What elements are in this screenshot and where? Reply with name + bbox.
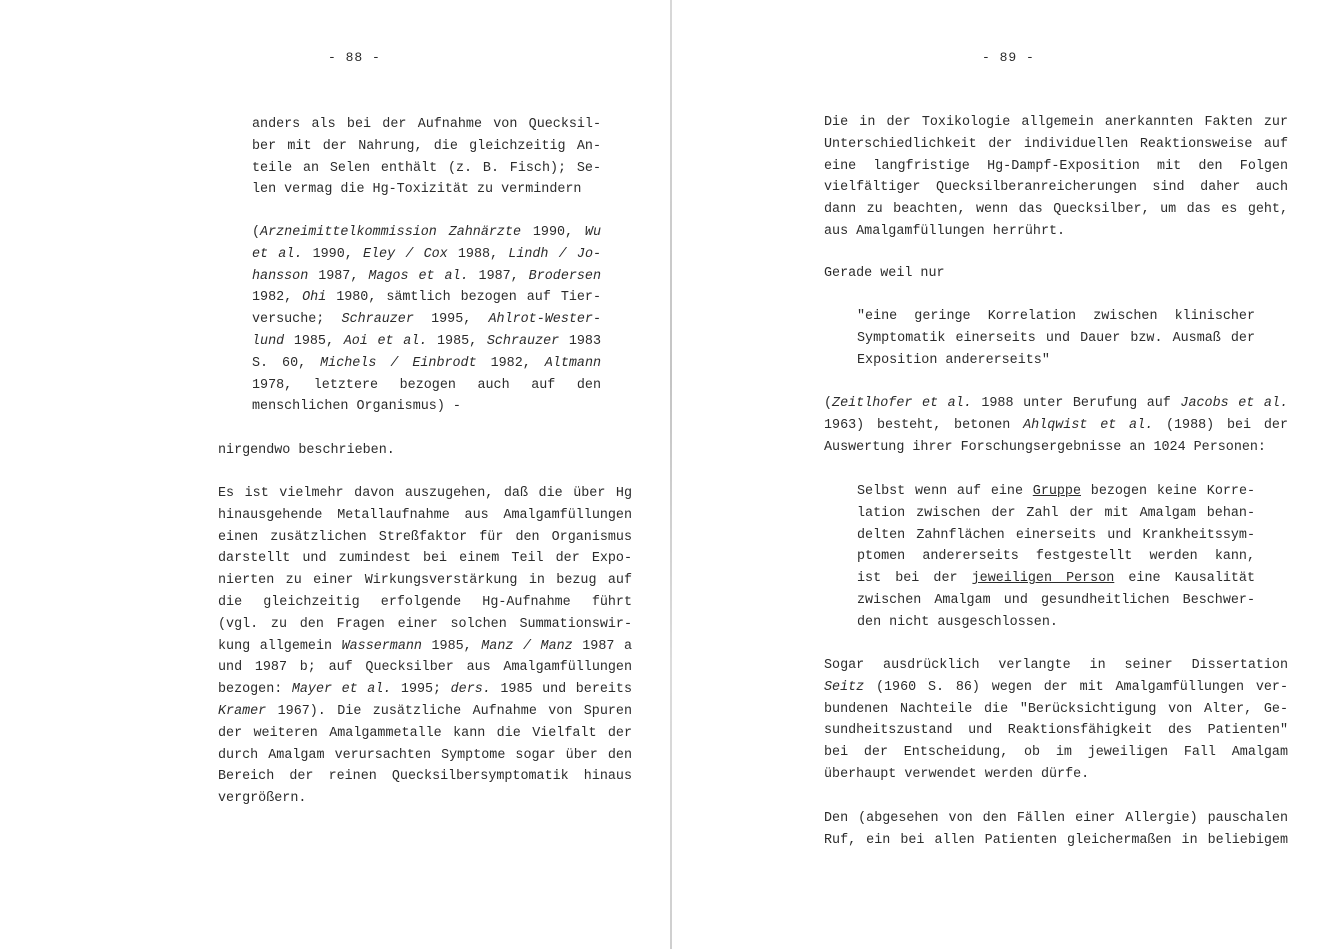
text-line: bei der Entscheidung, ob im jeweiligen Fall Amalgam	[824, 745, 1288, 761]
text-line: S. 60, Michels / Einbrodt 1982, Altmann	[252, 355, 601, 371]
text-line: ptomen andererseits festgestellt werden kann,	[857, 549, 1255, 565]
quote-block-selen	[252, 114, 601, 201]
line-nirgendwo	[218, 440, 632, 462]
text-line: vergrößern.	[218, 791, 307, 807]
text-line: 1982, Ohi 1980, sämtlich bezogen auf Tier-	[252, 290, 601, 306]
text-line: Selbst wenn auf eine Gruppe bezogen keine Korre-	[857, 484, 1255, 499]
text-line: darstellt und zumindest bei einem Teil der Expo-	[218, 551, 632, 567]
text-line: den nicht ausgeschlossen.	[857, 614, 1058, 630]
page-number: - 88 -	[328, 50, 381, 65]
quote-ahlqwist	[857, 481, 1255, 634]
text-line: lund 1985, Aoi et al. 1985, Schrauzer 1983	[252, 333, 601, 349]
text-line: 1963) besteht, betonen Ahlqwist et al. (1988) bei der	[824, 417, 1288, 433]
text-line: nirgendwo beschrieben.	[218, 443, 395, 458]
text-line: Gerade weil nur	[824, 266, 945, 281]
text-line: Den (abgesehen von den Fällen einer Allergie) pauschalen	[824, 811, 1288, 826]
text-line: überhaupt verwendet werden dürfe.	[824, 766, 1090, 782]
text-line: menschlichen Organismus) -	[252, 399, 461, 415]
quote-korrelation	[857, 306, 1255, 371]
text-line: ist bei der jeweiligen Person eine Kausalität	[857, 571, 1255, 587]
text-line: (Zeitlhofer et al. 1988 unter Berufung auf Jacobs et al.	[824, 396, 1288, 411]
text-line: die gleichzeitig erfolgende Hg-Aufnahme führt	[218, 594, 632, 610]
main-paragraph	[218, 483, 632, 810]
text-line: Kramer 1967). Die zusätzliche Aufnahme von Spuren	[218, 703, 632, 719]
text-line: "eine geringe Korrelation zwischen klinischer	[857, 309, 1255, 324]
text-line: Symptomatik einerseits und Dauer bzw. Ausmaß der	[857, 330, 1255, 346]
text-line: delten Zahnflächen einerseits und Krankheitssym-	[857, 527, 1255, 543]
text-line: anders als bei der Aufnahme von Quecksil-	[252, 117, 601, 132]
text-line: Es ist vielmehr davon auszugehen, daß die über Hg	[218, 486, 632, 501]
text-line: Seitz (1960 S. 86) wegen der mit Amalgamfüllungen ver-	[824, 679, 1288, 695]
text-line: Bereich der reinen Quecksilbersymptomatik hinaus	[218, 769, 632, 785]
text-line: bezogen: Mayer et al. 1995; ders. 1985 und bereits	[218, 682, 632, 698]
text-line: hansson 1987, Magos et al. 1987, Brodersen	[252, 268, 601, 284]
text-line: len vermag die Hg-Toxizität zu vermindern	[252, 182, 582, 198]
text-line: der weiteren Amalgammetalle kann die Vielfalt der	[218, 725, 632, 741]
text-line: ber mit der Nahrung, die gleichzeitig An-	[252, 138, 601, 154]
text-line: Exposition andererseits"	[857, 352, 1050, 368]
paragraph-zeitlhofer	[824, 393, 1288, 458]
text-line: durch Amalgam verursachten Symptome sogar über den	[218, 747, 632, 763]
text-line: Sogar ausdrücklich verlangte in seiner Dissertation	[824, 658, 1288, 673]
text-line: kung allgemein Wassermann 1985, Manz / Manz 1987 a	[218, 638, 632, 654]
text-line: et al. 1990, Eley / Cox 1988, Lindh / Jo-	[252, 246, 601, 262]
text-line: lation zwischen der Zahl der mit Amalgam behan-	[857, 505, 1255, 521]
text-line: Unterschiedlichkeit der individuellen Reaktionsweise auf	[824, 136, 1288, 152]
text-line: (vgl. zu den Fragen einer solchen Summationswir-	[218, 616, 632, 632]
text-line: vielfältiger Quecksilberanreicherungen sind daher auch	[824, 180, 1288, 196]
text-line: hinausgehende Metallaufnahme aus Amalgamfüllungen	[218, 507, 632, 523]
paragraph-allergie	[824, 808, 1288, 852]
page-89	[672, 0, 1342, 949]
text-line: eine langfristige Hg-Dampf-Exposition mit den Folgen	[824, 158, 1288, 174]
paragraph-seitz	[824, 655, 1288, 786]
text-line: versuche; Schrauzer 1995, Ahlrot-Wester-	[252, 312, 601, 328]
text-line: 1978, letztere bezogen auch auf den	[252, 377, 601, 393]
text-line: bundenen Nachteile die "Berücksichtigung von Alter, Ge-	[824, 701, 1288, 717]
text-line: Ruf, ein bei allen Patienten gleichermaßen in beliebigem	[824, 832, 1288, 848]
line-gerade	[824, 263, 1288, 285]
text-line: Die in der Toxikologie allgemein anerkannten Fakten zur	[824, 115, 1288, 130]
text-line: nierten zu einer Wirkungsverstärkung in bezug auf	[218, 573, 632, 589]
text-line: und 1987 b; auf Quecksilber aus Amalgamfüllungen	[218, 660, 632, 676]
text-line: (Arzneimittelkommission Zahnärzte 1990, Wu	[252, 225, 601, 240]
page-88	[0, 0, 670, 949]
citation-block	[252, 222, 601, 418]
text-line: einen zusätzlichen Streßfaktor für den Organismus	[218, 529, 632, 545]
text-line: teile an Selen enthält (z. B. Fisch); Se-	[252, 160, 601, 176]
paragraph-toxikologie	[824, 112, 1288, 243]
text-line: sundheitszustand und Reaktionsfähigkeit des Patienten"	[824, 723, 1288, 739]
text-line: aus Amalgamfüllungen herrührt.	[824, 223, 1066, 239]
text-line: Auswertung ihrer Forschungsergebnisse an 1024 Personen:	[824, 439, 1266, 455]
text-line: dann zu beachten, wenn das Quecksilber, um das es geht,	[824, 202, 1288, 218]
page-number: - 89 -	[982, 50, 1035, 65]
text-line: zwischen Amalgam und gesundheitlichen Beschwer-	[857, 592, 1255, 608]
